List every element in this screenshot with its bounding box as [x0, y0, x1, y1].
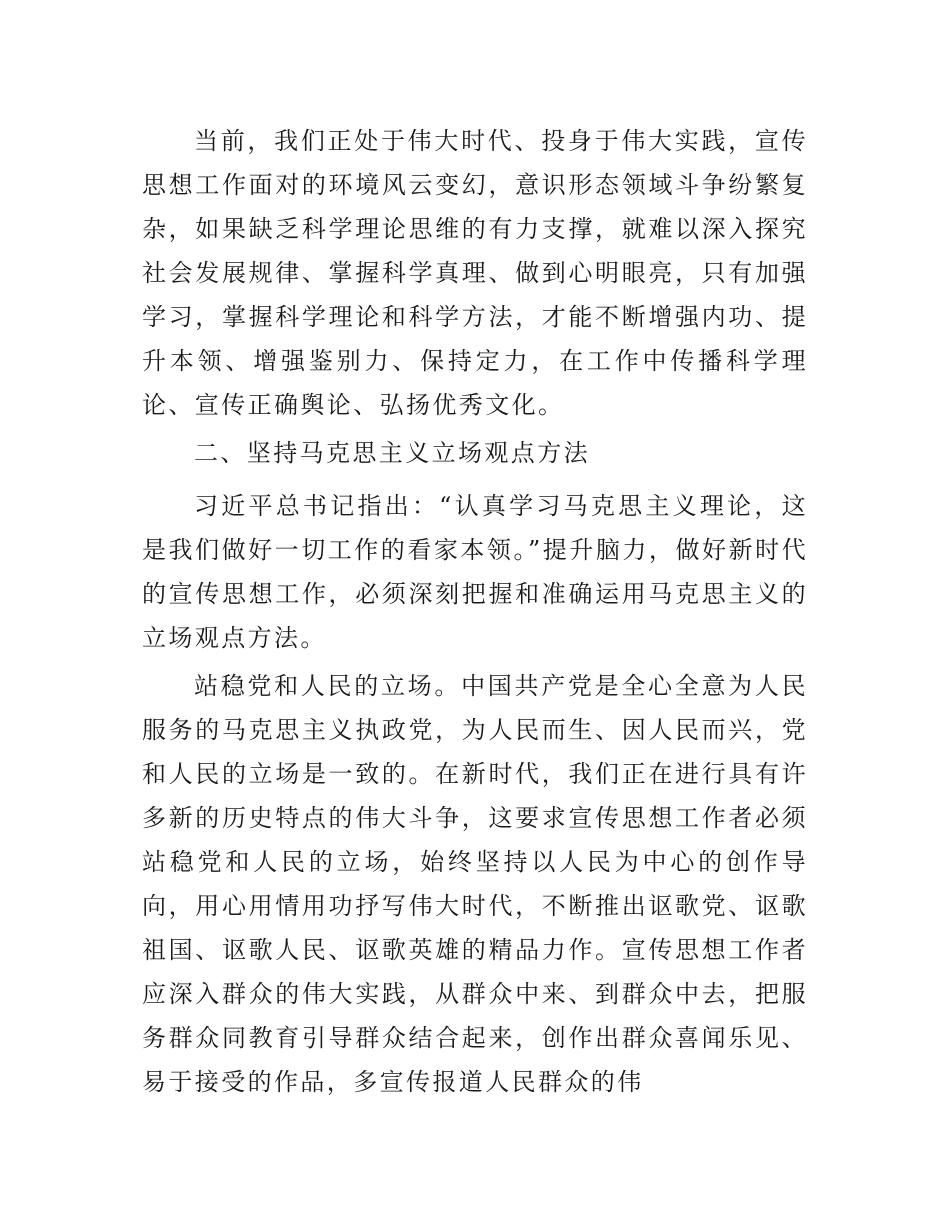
paragraph-quote: [142, 484, 808, 660]
section-heading-text: 二、坚持马克思主义立场观点方法: [194, 439, 590, 467]
paragraph-stance: [142, 664, 808, 1104]
paragraph-text: 当前，我们正处于伟大时代、投身于伟大实践，宣传思想工作面对的环境风云变幻，意识形态领域斗争纷繁复杂，如果缺乏科学理论思维的有力支撑，就难以深入探究社会发展规律、掌握科学真理、做到心明眼亮，只有加强学习，掌握科学理论和科学方法，才能不断增强内功、提升本领、增强鉴别力、保持定力，在工作中传播科学理论、宣传正确舆论、弘扬优秀文化。: [142, 127, 808, 419]
paragraph-text: 站稳党和人民的立场。中国共产党是全心全意为人民服务的马克思主义执政党，为人民而生、因人民而兴，党和人民的立场是一致的。在新时代，我们正在进行具有许多新的历史特点的伟大斗争，这要求宣传思想工作者必须站稳党和人民的立场，始终坚持以人民为中心的创作导向，用心用情用功抒写伟大时代，不断推出讴歌党、讴歌祖国、讴歌人民、讴歌英雄的精品力作。宣传思想工作者应深入群众的伟大实践，从群众中来、到群众中去，把服务群众同教育引导群众结合起来，创作出群众喜闻乐见、易于接受的作品，多宣传报道人民群众的伟: [142, 672, 808, 1096]
paragraph-intro: [142, 119, 808, 427]
paragraph-text: 习近平总书记指出：“认真学习马克思主义理论，这是我们做好一切工作的看家本领。”提升脑力，做好新时代的宣传思想工作，必须深刻把握和准确运用马克思主义的立场观点方法。: [142, 492, 808, 652]
section-heading: [142, 431, 808, 475]
